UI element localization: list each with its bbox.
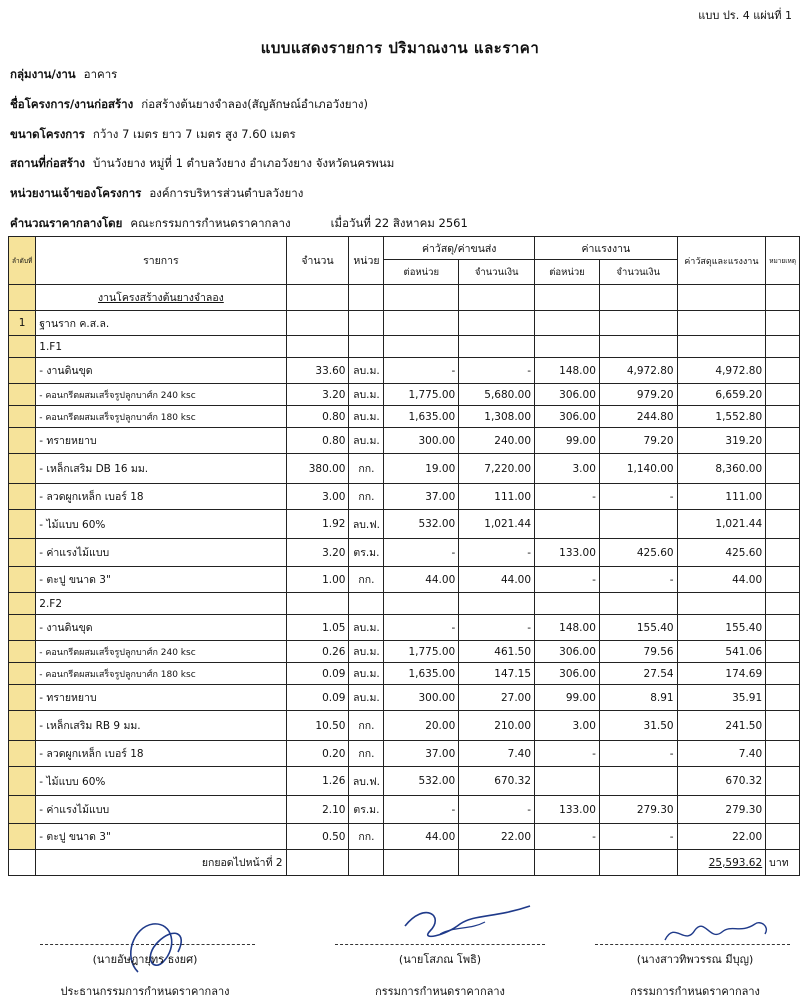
row-no-cell [9, 741, 36, 767]
material-amount-cell: 7,220.00 [459, 454, 535, 484]
remark-cell [766, 685, 800, 711]
unit-cell: กก. [349, 484, 384, 510]
total-cost-cell: 1,021.44 [677, 510, 766, 539]
info-value: บ้านวังยาง หมู่ที่ 1 ตำบลวังยาง อำเภอวังยาง จังหวัดนครพนม [93, 156, 395, 170]
total-cost-cell: 7.40 [677, 741, 766, 767]
labor-per-unit-cell: - [535, 824, 600, 850]
col-header-material-per-unit: ต่อหน่วย [384, 260, 459, 285]
material-per-unit-cell: 1,775.00 [384, 641, 459, 663]
total-cost-cell: 670.32 [677, 767, 766, 796]
info-value: องค์การบริหารส่วนตำบลวังยาง [149, 186, 304, 200]
remark-cell [766, 767, 800, 796]
labor-amount-cell [599, 285, 677, 311]
row-no-cell [9, 796, 36, 824]
row-no-cell: 1 [9, 311, 36, 336]
labor-per-unit-cell: 148.00 [535, 358, 600, 384]
col-header-remark: หมายเหตุ [766, 237, 800, 285]
material-per-unit-cell: 1,775.00 [384, 384, 459, 406]
info-location [10, 155, 394, 173]
material-amount-cell: 1,021.44 [459, 510, 535, 539]
unit-cell: ลบ.ม. [349, 406, 384, 428]
date-label: เมื่อวันที่ [330, 216, 371, 230]
item-name-cell: - ไม้แบบ 60% [36, 767, 286, 796]
material-per-unit-cell [384, 285, 459, 311]
row-no-cell [9, 567, 36, 593]
material-per-unit-cell: 37.00 [384, 741, 459, 767]
carry-forward-total: 25,593.62 [677, 850, 766, 876]
col-header-qty: จำนวน [286, 237, 349, 285]
material-per-unit-cell: - [384, 358, 459, 384]
labor-amount-cell: 155.40 [599, 615, 677, 641]
unit-cell [349, 285, 384, 311]
document-title: แบบแสดงรายการ ปริมาณงาน และราคา [260, 39, 540, 57]
table-row [9, 593, 800, 615]
table-row [9, 767, 800, 796]
material-amount-cell: 111.00 [459, 484, 535, 510]
material-amount-cell: 147.15 [459, 663, 535, 685]
total-cost-cell: 279.30 [677, 796, 766, 824]
material-per-unit-cell: 44.00 [384, 824, 459, 850]
item-name-cell: - คอนกรีตผสมเสร็จรูปลูกบาศ์ก 240 ksc [36, 384, 286, 406]
row-no-cell [9, 641, 36, 663]
material-amount-cell [459, 285, 535, 311]
unit-cell: ลบ.ม. [349, 384, 384, 406]
quantity-cell [286, 336, 349, 358]
row-no-cell [9, 384, 36, 406]
carry-no-cell [9, 850, 36, 876]
table-row [9, 741, 800, 767]
labor-per-unit-cell [535, 767, 600, 796]
material-per-unit-cell: 20.00 [384, 711, 459, 741]
remark-cell [766, 454, 800, 484]
labor-amount-cell: 31.50 [599, 711, 677, 741]
carry-forward-row [9, 850, 800, 876]
item-name-cell: 2.F2 [36, 593, 286, 615]
material-per-unit-cell: 300.00 [384, 428, 459, 454]
table-row [9, 685, 800, 711]
row-no-cell [9, 406, 36, 428]
row-no-cell [9, 510, 36, 539]
table-row [9, 285, 800, 311]
info-value: คณะกรรมการกำหนดราคากลาง [130, 216, 291, 230]
remark-cell [766, 311, 800, 336]
remark-cell [766, 796, 800, 824]
info-owner [10, 185, 303, 203]
material-amount-cell: 22.00 [459, 824, 535, 850]
info-label: คำนวณราคากลางโดย [10, 216, 123, 230]
remark-cell [766, 510, 800, 539]
info-calculated-by [10, 215, 468, 233]
row-no-cell [9, 285, 36, 311]
carry-empty-cell [349, 850, 384, 876]
info-label: หน่วยงานเจ้าของโครงการ [10, 186, 142, 200]
labor-amount-cell: 279.30 [599, 796, 677, 824]
remark-cell [766, 741, 800, 767]
unit-cell: ลบ.ม. [349, 685, 384, 711]
unit-cell: ลบ.ฟ. [349, 767, 384, 796]
total-cost-cell: 8,360.00 [677, 454, 766, 484]
table-row [9, 641, 800, 663]
material-per-unit-cell: 1,635.00 [384, 663, 459, 685]
item-name-cell: - ทรายหยาบ [36, 428, 286, 454]
labor-amount-cell: 4,972.80 [599, 358, 677, 384]
remark-cell [766, 593, 800, 615]
unit-cell: ลบ.ม. [349, 615, 384, 641]
labor-per-unit-cell [535, 285, 600, 311]
labor-amount-cell [599, 336, 677, 358]
row-no-cell [9, 336, 36, 358]
col-header-total: ค่าวัสดุและแรงงาน [677, 237, 766, 285]
labor-per-unit-cell: 3.00 [535, 711, 600, 741]
item-name-cell: 1.F1 [36, 336, 286, 358]
carry-empty-cell [459, 850, 535, 876]
row-no-cell [9, 685, 36, 711]
total-cost-cell [677, 336, 766, 358]
labor-per-unit-cell: - [535, 484, 600, 510]
unit-cell [349, 593, 384, 615]
unit-cell: ลบ.ม. [349, 358, 384, 384]
total-cost-cell: 44.00 [677, 567, 766, 593]
labor-per-unit-cell [535, 510, 600, 539]
quantity-cell: 3.20 [286, 539, 349, 567]
material-amount-cell: 240.00 [459, 428, 535, 454]
labor-per-unit-cell: 3.00 [535, 454, 600, 484]
item-name-cell: งานโครงสร้างต้นยางจำลอง [36, 285, 286, 311]
item-name-cell: - ตะปู ขนาด 3" [36, 567, 286, 593]
quantity-cell: 0.80 [286, 406, 349, 428]
labor-amount-cell: 8.91 [599, 685, 677, 711]
total-cost-cell: 241.50 [677, 711, 766, 741]
col-header-material-amount: จำนวนเงิน [459, 260, 535, 285]
quantity-cell: 0.80 [286, 428, 349, 454]
unit-cell: ตร.ม. [349, 539, 384, 567]
labor-amount-cell [599, 767, 677, 796]
item-name-cell: - ทรายหยาบ [36, 685, 286, 711]
table-row [9, 711, 800, 741]
material-amount-cell: - [459, 615, 535, 641]
labor-per-unit-cell: 306.00 [535, 384, 600, 406]
labor-amount-cell: 979.20 [599, 384, 677, 406]
unit-cell: ลบ.ม. [349, 641, 384, 663]
remark-cell [766, 428, 800, 454]
total-cost-cell: 1,552.80 [677, 406, 766, 428]
item-name-cell: - เหล็กเสริม RB 9 มม. [36, 711, 286, 741]
material-amount-cell: 27.00 [459, 685, 535, 711]
labor-per-unit-cell: 99.00 [535, 428, 600, 454]
item-name-cell: - คอนกรีตผสมเสร็จรูปลูกบาศ์ก 180 ksc [36, 663, 286, 685]
material-amount-cell [459, 336, 535, 358]
unit-cell [349, 336, 384, 358]
material-amount-cell: 210.00 [459, 711, 535, 741]
carry-empty-cell [599, 850, 677, 876]
labor-amount-cell: 244.80 [599, 406, 677, 428]
table-row [9, 484, 800, 510]
material-amount-cell: 1,308.00 [459, 406, 535, 428]
carry-empty-cell [535, 850, 600, 876]
remark-cell [766, 615, 800, 641]
info-label: ชื่อโครงการ/งานก่อสร้าง [10, 97, 134, 111]
quantity-cell: 1.00 [286, 567, 349, 593]
table-row [9, 567, 800, 593]
material-amount-cell: - [459, 358, 535, 384]
quantity-cell: 1.92 [286, 510, 349, 539]
material-per-unit-cell [384, 336, 459, 358]
unit-cell: กก. [349, 711, 384, 741]
carry-empty-cell [384, 850, 459, 876]
row-no-cell [9, 428, 36, 454]
table-row [9, 384, 800, 406]
form-code: แบบ ปร. 4 แผ่นที่ 1 [698, 9, 792, 22]
table-row [9, 539, 800, 567]
material-amount-cell [459, 311, 535, 336]
row-no-cell [9, 824, 36, 850]
labor-per-unit-cell [535, 336, 600, 358]
table-row [9, 358, 800, 384]
total-cost-cell: 4,972.80 [677, 358, 766, 384]
material-per-unit-cell: 44.00 [384, 567, 459, 593]
material-amount-cell: 670.32 [459, 767, 535, 796]
total-cost-cell [677, 593, 766, 615]
remark-cell [766, 484, 800, 510]
total-cost-cell: 22.00 [677, 824, 766, 850]
item-name-cell: - ลวดผูกเหล็ก เบอร์ 18 [36, 484, 286, 510]
quantity-cell: 0.50 [286, 824, 349, 850]
labor-per-unit-cell: 306.00 [535, 663, 600, 685]
signature-mark-chairman [118, 912, 198, 982]
signature-name-member-2: (นางสาวทิพวรรณ มีบุญ) [636, 953, 754, 966]
unit-cell: ลบ.ฟ. [349, 510, 384, 539]
signature-role-member-2: กรรมการกำหนดราคากลาง [630, 985, 760, 998]
unit-cell: กก. [349, 741, 384, 767]
quantity-cell: 3.00 [286, 484, 349, 510]
col-header-unit: หน่วย [349, 237, 384, 285]
total-cost-cell: 174.69 [677, 663, 766, 685]
info-label: กลุ่มงาน/งาน [10, 67, 76, 81]
unit-cell: กก. [349, 824, 384, 850]
material-amount-cell: - [459, 796, 535, 824]
labor-amount-cell: 27.54 [599, 663, 677, 685]
quantity-cell: 10.50 [286, 711, 349, 741]
date-value: 22 สิงหาคม 2561 [374, 216, 468, 230]
item-name-cell: - งานดินขุด [36, 615, 286, 641]
table-row [9, 796, 800, 824]
signature-role-chairman: ประธานกรรมการกำหนดราคากลาง [60, 985, 230, 998]
info-project-size [10, 126, 296, 144]
unit-cell: กก. [349, 567, 384, 593]
labor-per-unit-cell [535, 311, 600, 336]
unit-cell: ลบ.ม. [349, 663, 384, 685]
material-per-unit-cell: 19.00 [384, 454, 459, 484]
item-name-cell: - คอนกรีตผสมเสร็จรูปลูกบาศ์ก 180 ksc [36, 406, 286, 428]
total-cost-cell [677, 285, 766, 311]
labor-per-unit-cell: - [535, 567, 600, 593]
unit-cell: กก. [349, 454, 384, 484]
unit-cell: ตร.ม. [349, 796, 384, 824]
item-name-cell: - งานดินขุด [36, 358, 286, 384]
row-no-cell [9, 454, 36, 484]
labor-per-unit-cell: 133.00 [535, 796, 600, 824]
total-cost-cell: 111.00 [677, 484, 766, 510]
material-per-unit-cell: 532.00 [384, 510, 459, 539]
row-no-cell [9, 484, 36, 510]
material-per-unit-cell: 532.00 [384, 767, 459, 796]
col-header-no: ลำดับที่ [9, 237, 36, 285]
table-row [9, 311, 800, 336]
total-cost-cell: 319.20 [677, 428, 766, 454]
item-name-cell: - ค่าแรงไม้แบบ [36, 796, 286, 824]
labor-per-unit-cell: - [535, 741, 600, 767]
total-cost-cell: 541.06 [677, 641, 766, 663]
info-label: สถานที่ก่อสร้าง [10, 156, 86, 170]
remark-cell [766, 711, 800, 741]
labor-amount-cell: - [599, 484, 677, 510]
row-no-cell [9, 615, 36, 641]
col-header-labor: ค่าแรงงาน [535, 237, 678, 260]
table-row [9, 824, 800, 850]
material-amount-cell [459, 593, 535, 615]
quantity-cell: 0.09 [286, 663, 349, 685]
labor-per-unit-cell: 99.00 [535, 685, 600, 711]
quantity-cell: 0.26 [286, 641, 349, 663]
row-no-cell [9, 663, 36, 685]
material-amount-cell: 7.40 [459, 741, 535, 767]
labor-amount-cell: - [599, 567, 677, 593]
remark-cell [766, 824, 800, 850]
material-per-unit-cell: 300.00 [384, 685, 459, 711]
quantity-cell: 1.26 [286, 767, 349, 796]
remark-cell [766, 358, 800, 384]
labor-per-unit-cell: 133.00 [535, 539, 600, 567]
carry-forward-unit: บาท [766, 850, 800, 876]
remark-cell [766, 406, 800, 428]
info-label: ขนาดโครงการ [10, 127, 85, 141]
remark-cell [766, 539, 800, 567]
labor-per-unit-cell: 306.00 [535, 641, 600, 663]
signature-mark-member-2 [660, 912, 780, 952]
item-name-cell: - ตะปู ขนาด 3" [36, 824, 286, 850]
info-work-group [10, 66, 117, 84]
info-value: ก่อสร้างต้นยางจำลอง(สัญลักษณ์อำเภอวังยาง) [141, 97, 369, 111]
labor-amount-cell: - [599, 741, 677, 767]
item-name-cell: - คอนกรีตผสมเสร็จรูปลูกบาศ์ก 240 ksc [36, 641, 286, 663]
quantity-cell: 380.00 [286, 454, 349, 484]
material-amount-cell: - [459, 539, 535, 567]
remark-cell [766, 336, 800, 358]
row-no-cell [9, 767, 36, 796]
quantity-price-table [8, 236, 800, 876]
info-value: อาคาร [83, 67, 118, 81]
labor-per-unit-cell: 306.00 [535, 406, 600, 428]
carry-forward-label: ยกยอดไปหน้าที่ 2 [36, 850, 286, 876]
col-header-material: ค่าวัสดุ/ค่าขนส่ง [384, 237, 535, 260]
labor-amount-cell: 1,140.00 [599, 454, 677, 484]
labor-amount-cell: 425.60 [599, 539, 677, 567]
signature-name-chairman: (นายอัษฎายุทร ธงยศ) [92, 953, 198, 966]
material-per-unit-cell: 1,635.00 [384, 406, 459, 428]
item-name-cell: ฐานราก ค.ส.ล. [36, 311, 286, 336]
remark-cell [766, 384, 800, 406]
signature-name-member-1: (นายโสภณ โพธิ) [398, 953, 482, 966]
material-per-unit-cell: 37.00 [384, 484, 459, 510]
remark-cell [766, 663, 800, 685]
signature-mark-member-1 [400, 896, 540, 946]
material-per-unit-cell [384, 311, 459, 336]
remark-cell [766, 285, 800, 311]
total-cost-cell: 6,659.20 [677, 384, 766, 406]
table-row [9, 615, 800, 641]
labor-per-unit-cell [535, 593, 600, 615]
quantity-cell: 1.05 [286, 615, 349, 641]
carry-empty-cell [286, 850, 349, 876]
table-row [9, 663, 800, 685]
item-name-cell: - เหล็กเสริม DB 16 มม. [36, 454, 286, 484]
table-row [9, 454, 800, 484]
quantity-cell: 0.20 [286, 741, 349, 767]
signature-role-member-1: กรรมการกำหนดราคากลาง [375, 985, 505, 998]
remark-cell [766, 567, 800, 593]
item-name-cell: - ค่าแรงไม้แบบ [36, 539, 286, 567]
quantity-cell [286, 311, 349, 336]
col-header-labor-per-unit: ต่อหน่วย [535, 260, 600, 285]
total-cost-cell: 155.40 [677, 615, 766, 641]
item-name-cell: - ไม้แบบ 60% [36, 510, 286, 539]
material-per-unit-cell [384, 593, 459, 615]
total-cost-cell: 35.91 [677, 685, 766, 711]
table-row [9, 428, 800, 454]
info-project-name [10, 96, 368, 114]
labor-amount-cell: - [599, 824, 677, 850]
info-value: กว้าง 7 เมตร ยาว 7 เมตร สูง 7.60 เมตร [92, 127, 296, 141]
labor-amount-cell [599, 593, 677, 615]
material-per-unit-cell: - [384, 615, 459, 641]
quantity-cell: 33.60 [286, 358, 349, 384]
unit-cell: ลบ.ม. [349, 428, 384, 454]
quantity-cell [286, 593, 349, 615]
material-per-unit-cell: - [384, 796, 459, 824]
row-no-cell [9, 539, 36, 567]
col-header-item: รายการ [36, 237, 286, 285]
unit-cell [349, 311, 384, 336]
quantity-cell: 2.10 [286, 796, 349, 824]
material-amount-cell: 5,680.00 [459, 384, 535, 406]
row-no-cell [9, 711, 36, 741]
total-cost-cell [677, 311, 766, 336]
item-name-cell: - ลวดผูกเหล็ก เบอร์ 18 [36, 741, 286, 767]
quantity-cell [286, 285, 349, 311]
col-header-labor-amount: จำนวนเงิน [599, 260, 677, 285]
labor-amount-cell: 79.20 [599, 428, 677, 454]
labor-amount-cell: 79.56 [599, 641, 677, 663]
labor-amount-cell [599, 510, 677, 539]
quantity-cell: 0.09 [286, 685, 349, 711]
labor-per-unit-cell: 148.00 [535, 615, 600, 641]
labor-amount-cell [599, 311, 677, 336]
material-amount-cell: 461.50 [459, 641, 535, 663]
table-row [9, 406, 800, 428]
quantity-cell: 3.20 [286, 384, 349, 406]
total-cost-cell: 425.60 [677, 539, 766, 567]
table-row [9, 510, 800, 539]
row-no-cell [9, 593, 36, 615]
row-no-cell [9, 358, 36, 384]
material-per-unit-cell: - [384, 539, 459, 567]
remark-cell [766, 641, 800, 663]
table-row [9, 336, 800, 358]
material-amount-cell: 44.00 [459, 567, 535, 593]
